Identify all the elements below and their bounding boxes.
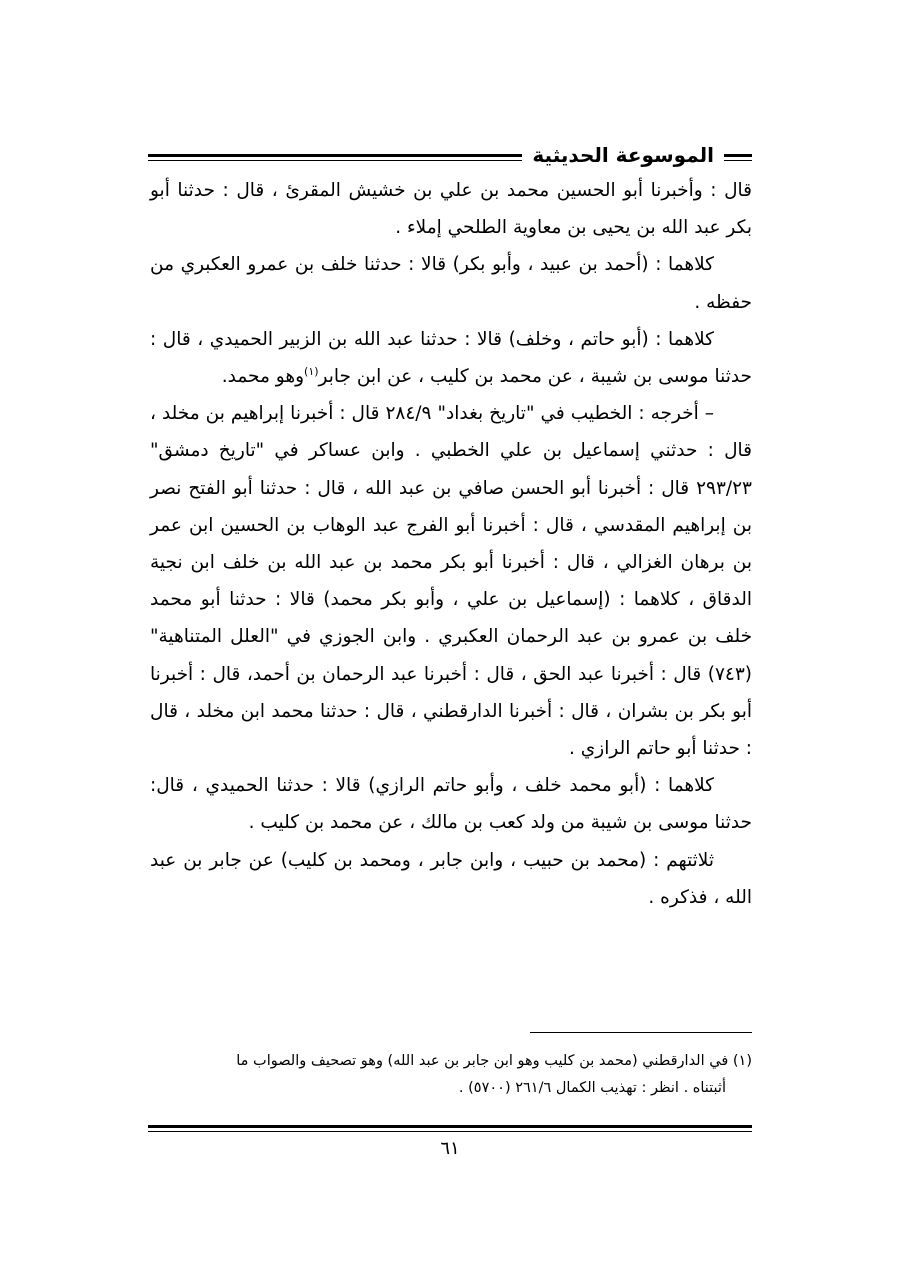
paragraph-1: قال : وأخبرنا أبو الحسين محمد بن علي بن خشيش المقرئ ، قال : حدثنا أبو بكر عبد الله بن يحيى بن معاوية الطلحي إملاء .	[150, 180, 752, 239]
paragraph-3-tail: وهو محمد.	[221, 366, 305, 388]
header-rule-right-thin	[722, 160, 752, 161]
footnote-line-2: أثبتناه . انظر : تهذيب الكمال ٢٦١/٦ (٥٧٠٠) .	[458, 1080, 726, 1096]
footer-rule-thick	[148, 1125, 752, 1128]
header-rule-right	[722, 154, 752, 157]
running-header	[148, 140, 752, 170]
header-rule-left-thin	[148, 160, 528, 161]
header-rule-left	[148, 154, 528, 157]
paragraph-6: ثلاثتهم : (محمد بن حبيب ، وابن جابر ، ومحمد بن كليب) عن جابر بن عبد الله ، فذكره .	[150, 849, 752, 908]
footnote-rule	[530, 1032, 752, 1033]
body-text	[150, 172, 752, 916]
page-number: ٦١	[440, 1138, 460, 1159]
paragraph-3-text: كلاهما : (أبو حاتم ، وخلف) قالا : حدثنا عبد الله بن الزبير الحميدي ، قال : حدثنا موسى بن شيبة ، عن محمد بن كليب ، عن ابن جابر	[150, 328, 752, 388]
footnote-marker[interactable]: (١)	[304, 364, 319, 378]
paragraph-3	[150, 321, 752, 395]
paragraph-2: كلاهما : (أحمد بن عبيد ، وأبو بكر) قالا : حدثنا خلف بن عمرو العكبري من حفظه .	[150, 254, 752, 313]
footnote-line-1: (١) في الدارقطني (محمد بن كليب وهو ابن جابر بن عبد الله) وهو تصحيف والصواب ما	[236, 1053, 752, 1069]
paragraph-4: – أخرجه : الخطيب في "تاريخ بغداد" ٢٨٤/٩ قال : أخبرنا إبراهيم بن مخلد ، قال : حدثني إسماعيل بن علي الخطبي . وابن عساكر في "تاريخ دمشق" ٢٩٣/٢٣ قال : أخبرنا أبو الحسن صافي بن عبد الله ، قال : حدثنا أبو الفتح نصر بن إبراهيم المقدسي ، قال : أخبرنا أبو الفرج عبد الوهاب بن الحسين ابن عمر بن برهان الغزالي ، قال : أخبرنا أبو بكر محمد بن عبد الله بن خلف ابن نجية الدقاق ، كلاهما : (إسماعيل بن علي ، وأبو بكر محمد) قالا : حدثنا أبو محمد خلف بن عمرو بن عبد الرحمان العكبري . وابن الجوزي في "العلل المتناهية" (٧٤٣) قال : أخبرنا عبد الحق ، قال : أخبرنا عبد الرحمان بن أحمد، قال : أخبرنا أبو بكر بن بشران ، قال : أخبرنا الدارقطني ، قال : حدثنا محمد ابن مخلد ، قال : حدثنا أبو حاتم الرازي .	[150, 403, 752, 760]
footnote	[150, 1048, 752, 1102]
footer-rule-thin	[148, 1131, 752, 1132]
paragraph-5: كلاهما : (أبو محمد خلف ، وأبو حاتم الرازي) قالا : حدثنا الحميدي ، قال: حدثنا موسى بن شيبة من ولد كعب بن مالك ، عن محمد بن كليب .	[150, 775, 752, 834]
header-title: الموسوعة الحديثية	[522, 140, 724, 170]
